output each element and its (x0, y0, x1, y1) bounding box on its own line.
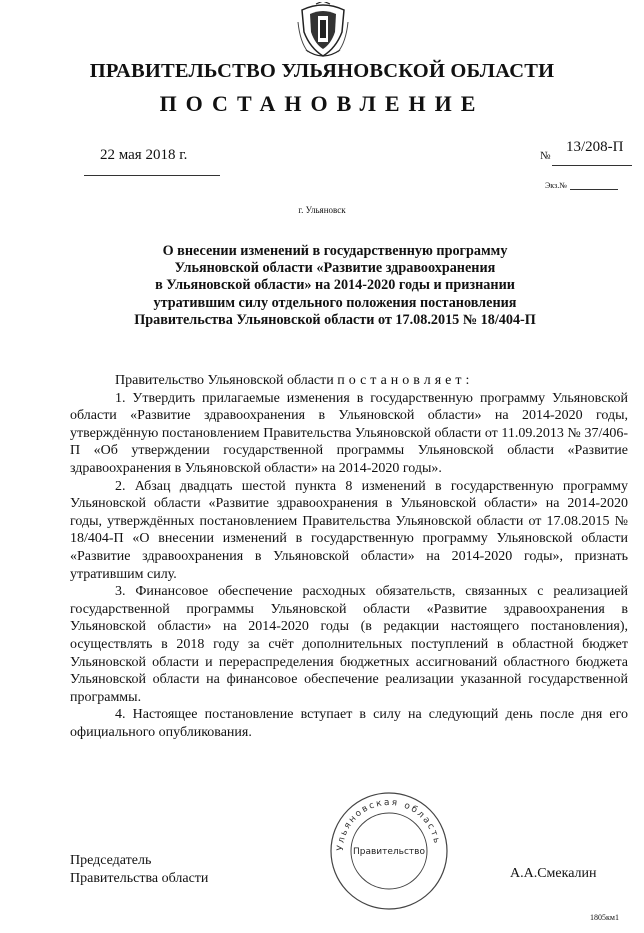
position-line: Председатель (70, 853, 152, 868)
number-sign: № (540, 150, 551, 162)
signatory-name: А.А.Смекалин (510, 866, 597, 881)
title-line: Ульяновской области «Развитие здравоохранения (174, 260, 496, 277)
position-line: Правительства области (70, 870, 209, 886)
government-title: ПРАВИТЕЛЬСТВО УЛЬЯНОВСКОЙ ОБЛАСТИ (89, 60, 555, 82)
document-number: 13/208-П (566, 139, 624, 155)
intro-paragraph (70, 372, 628, 390)
intro-verb: постановляет: (337, 373, 474, 388)
intro-text: Правительство Ульяновской области (115, 373, 334, 388)
document-title (110, 243, 560, 329)
paragraph-1: 1. Утвердить прилагаемые изменения в государственную программу Ульяновской области «Развитие здравоохранения в Ульяновской области» на 2014-2020 годы, утверждённую постановлением Правительства Ульяновской области от 11.09.2013 № 37/406-П «Об утверждении государственной программы Ульяновской области «Развитие здравоохранения в Ульяновской области» на 2014-2020 годы». (70, 390, 628, 476)
number-underline (552, 165, 632, 166)
document-body (70, 372, 628, 741)
date-underline (84, 175, 220, 176)
city-name: г. Ульяновск (298, 205, 346, 215)
title-line: утратившим силу отдельного положения постановления (153, 294, 517, 311)
title-line: О внесении изменений в государственную программу (162, 243, 508, 259)
stamp-ring-text: Ульяновская область (335, 797, 442, 852)
stamp-center-text: Правительство (353, 847, 425, 857)
signatory-position (70, 852, 208, 887)
copy-label: Экз.№ (545, 181, 567, 190)
copy-underline (570, 189, 618, 190)
paragraph-3: 3. Финансовое обеспечение расходных обязательств, связанных с реализацией государственной программы Ульяновской области «Развитие здравоохранения в Ульяновской области» на 2014-2020 годы (в редакции настоящего постановления), осуществлять в 2018 году за счёт дополнительных поступлений в областной бюджет Ульяновской области и перераспределения бюджетных ассигнований областного бюджета Ульяновской области на финансовое обеспечение реализации указанной государственной программы. (70, 584, 628, 705)
official-stamp (328, 790, 450, 912)
document-date: 22 мая 2018 г. (100, 147, 188, 163)
title-line: в Ульяновской области» на 2014-2020 годы и признании (155, 277, 515, 294)
coat-of-arms-icon (296, 2, 350, 62)
paragraph-4: 4. Настоящее постановление вступает в силу на следующий день после дня его официального опубликования. (70, 707, 628, 740)
document-type: ПОСТАНОВЛЕНИЕ (159, 91, 485, 116)
footer-code: 1805км1 (590, 913, 619, 922)
title-line: Правительства Ульяновской области от 17.08.2015 № 18/404-П (134, 311, 536, 328)
paragraph-2: 2. Абзац двадцать шестой пункта 8 изменений в государственную программу Ульяновской области «Развитие здравоохранения в Ульяновской области» на 2014-2020 годы, утверждённых постановлением Правительства Ульяновской области от 17.08.2015 № 18/404-П «О внесении изменений в государственную программу Ульяновской области «Развитие здравоохранения в Ульяновской области» на 2014-2020 годы», признать утратившим силу. (70, 478, 628, 582)
